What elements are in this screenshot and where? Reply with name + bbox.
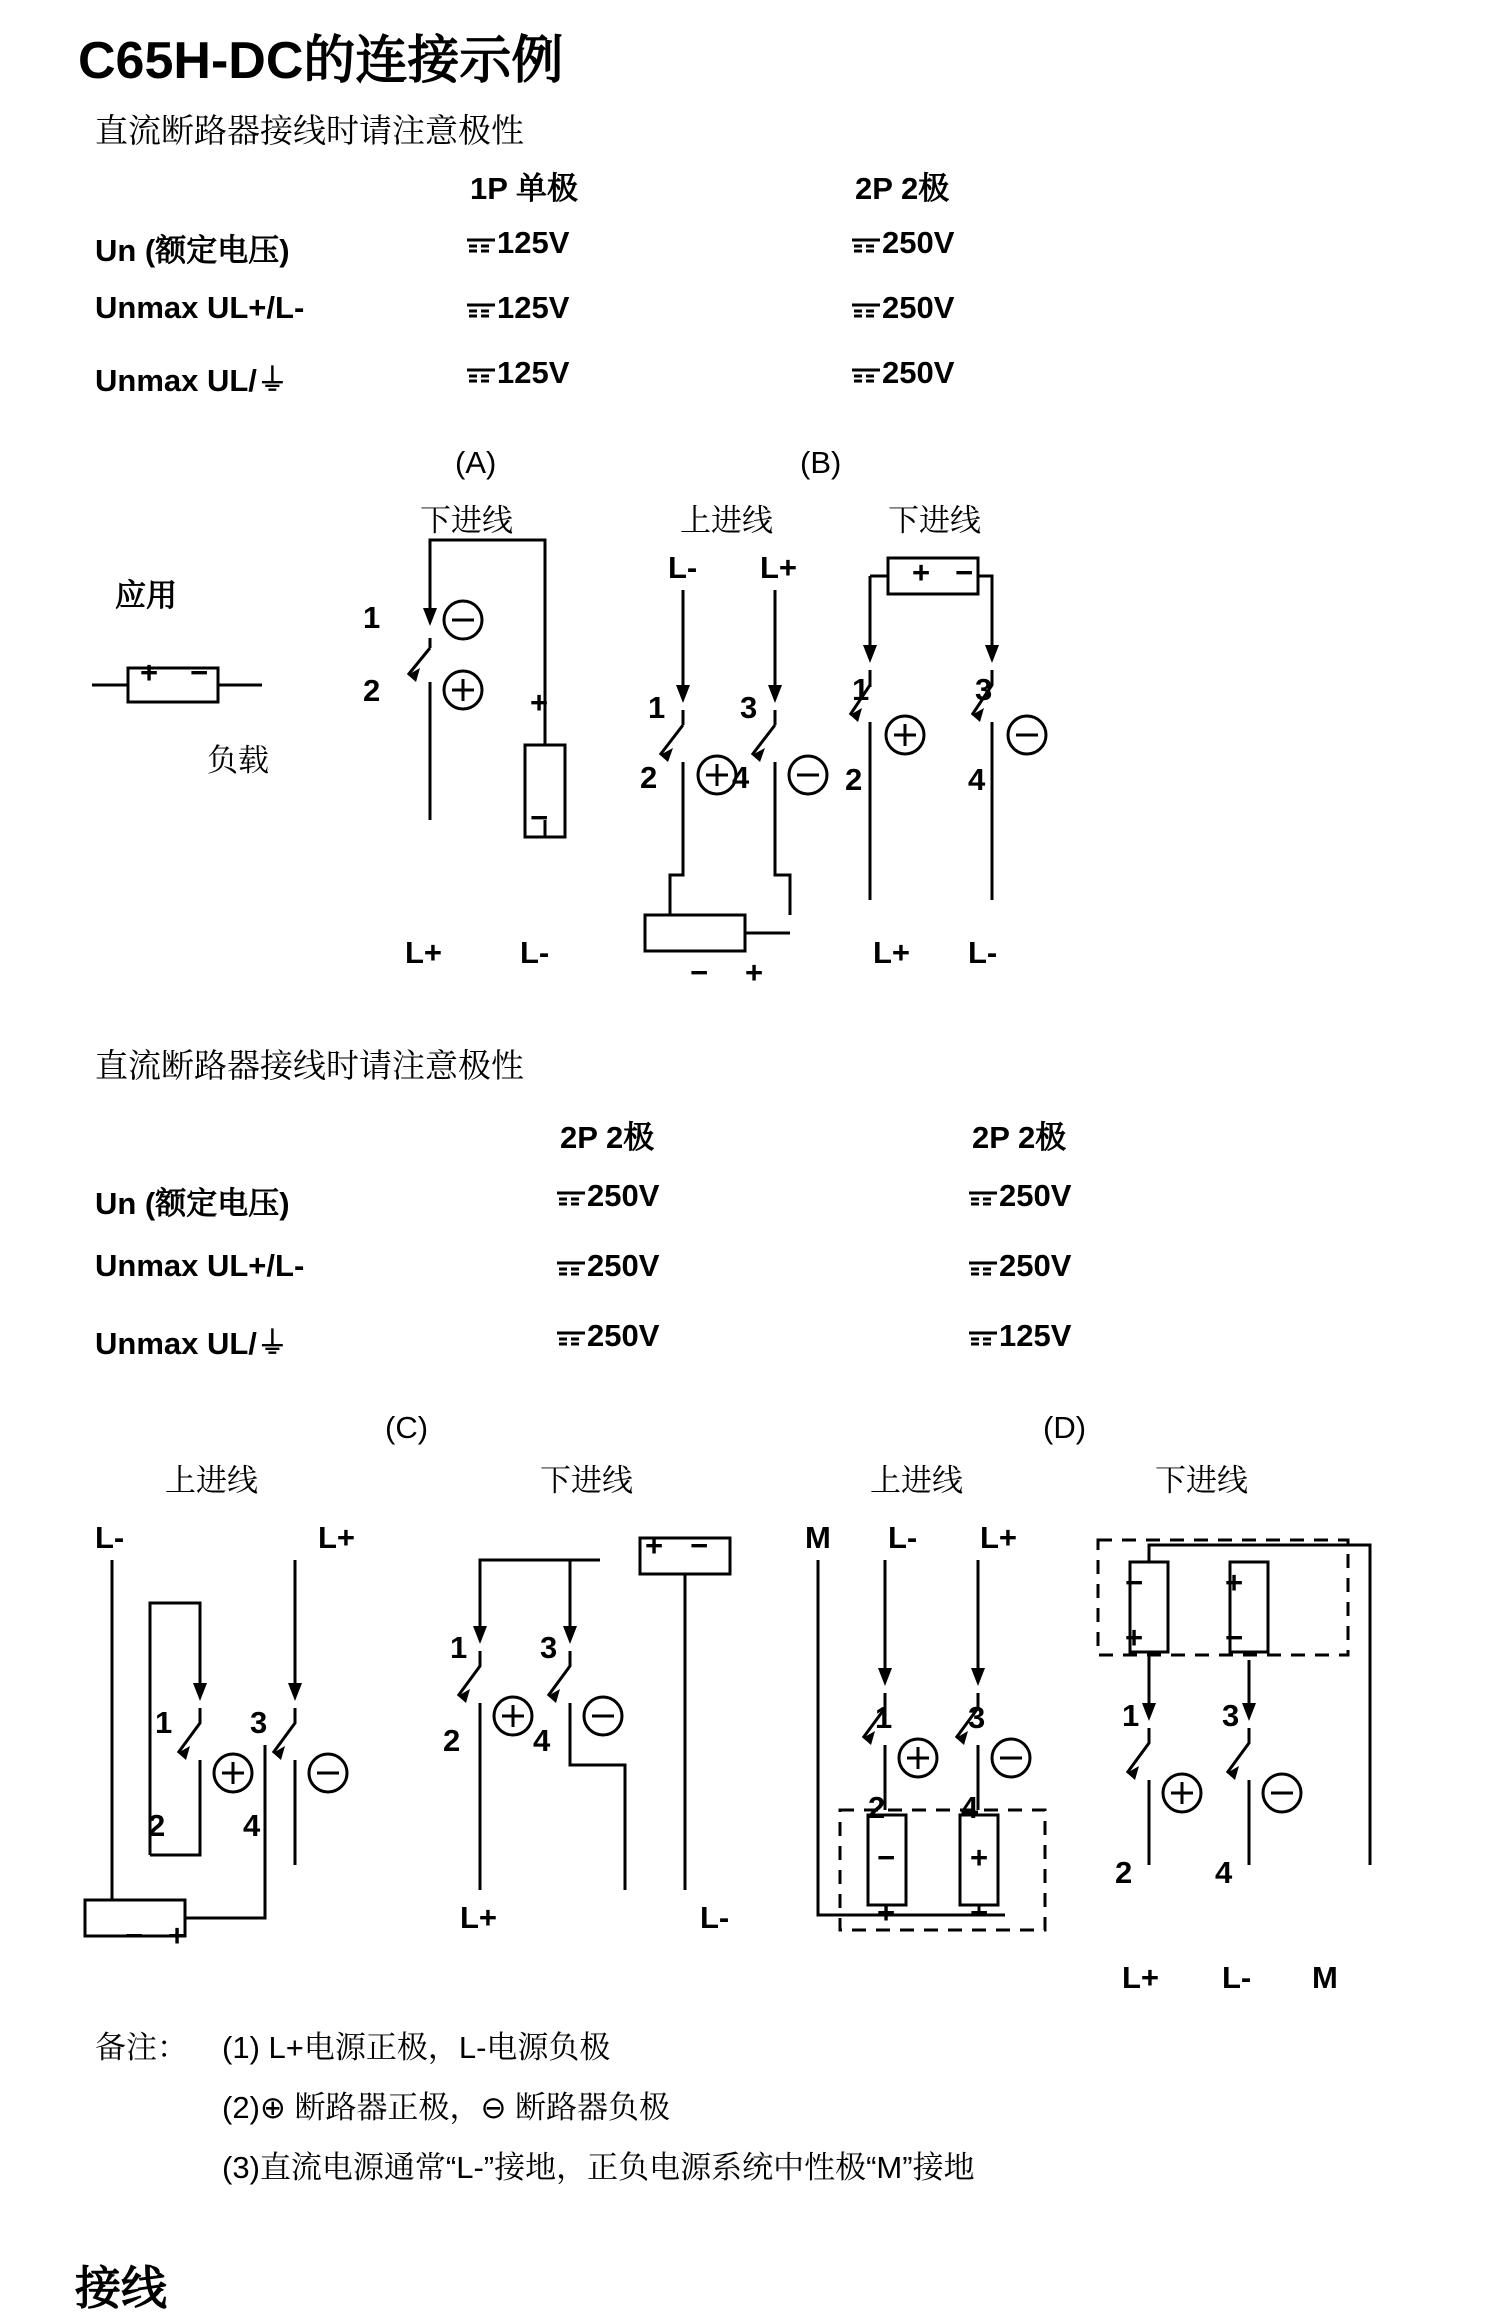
- diagram-d-left-schematic: [800, 1555, 1050, 1975]
- diagram-b-right-bottom-label-1: L+: [873, 935, 911, 970]
- diagram-b-right-feed-label: 下进线: [888, 503, 981, 538]
- table-top-value-2-1: [465, 290, 569, 326]
- diagram-b-left-top-label-1: L-: [668, 550, 698, 585]
- remarks-item-2: (2)⊕ 断路器正极，⊖ 断路器负极: [222, 2090, 671, 2125]
- table-top-row-label-text-2: Unmax UL+/L-: [95, 290, 305, 325]
- diagram-b-right-load-minus: −: [955, 555, 974, 590]
- diagram-a-tag: (A): [455, 445, 497, 480]
- table-bottom-value-2-2: [967, 1248, 1071, 1284]
- table-top-col-header-2: 2P 2极: [855, 171, 950, 206]
- remarks-prefix: 备注：: [95, 2030, 188, 2065]
- table-top-row-label-text-3: Unmax UL/⏚: [95, 363, 288, 398]
- table-bottom-value-text-2-2: 250V: [999, 1248, 1072, 1283]
- table-top-value-1-2: [850, 225, 954, 261]
- table-top-value-text-3-1: 125V: [497, 355, 570, 390]
- diagram-d-right-bottom-label-3: M: [1312, 1960, 1338, 1995]
- diagram-c-right-terminal-4: 4: [533, 1723, 551, 1758]
- diagram-d-left-terminal-2: 2: [868, 1790, 886, 1825]
- diagram-c-right-bottom-label-1: L+: [460, 1900, 498, 1935]
- diagram-d-left-top-label-m: M: [805, 1520, 831, 1555]
- diagram-c-right-schematic: [450, 1520, 750, 1960]
- table-bottom-value-1-1: [555, 1178, 659, 1214]
- diagram-c-tag: (C): [385, 1410, 429, 1445]
- table-bottom-value-2-1: [555, 1248, 659, 1284]
- diagram-c-left-terminal-4: 4: [243, 1808, 261, 1843]
- table-top-value-3-1: [465, 355, 569, 391]
- diagram-d-left-terminal-3: 3: [968, 1700, 986, 1735]
- diagram-b-left-schematic: [650, 590, 850, 980]
- diagram-c-left-terminal-2: 2: [148, 1808, 166, 1843]
- diagram-c-right-load-minus: −: [690, 1528, 709, 1563]
- remarks-item-3: (3)直流电源通常“L-”接地，正负电源系统中性极“M”接地: [222, 2150, 975, 2185]
- table-top-value-text-1-2: 250V: [882, 225, 955, 260]
- diagram-b-left-terminal-3: 3: [740, 690, 758, 725]
- diagram-c-left-load-minus: −: [125, 1918, 144, 1953]
- table-bottom-value-text-2-1: 250V: [587, 1248, 660, 1283]
- diagram-d-right-bottom-label-2: L-: [1222, 1960, 1252, 1995]
- diagram-b-right-schematic: [870, 545, 1070, 965]
- remarks-item-1: (1) L+电源正极，L-电源负极: [222, 2030, 611, 2065]
- diagram-c-left-load-plus: +: [168, 1918, 187, 1953]
- diagram-d-left-cell2-minus: −: [970, 1895, 989, 1930]
- diagram-d-right-cell2-minus: −: [1225, 1620, 1244, 1655]
- diagram-c-right-load-plus: +: [645, 1528, 664, 1563]
- diagram-c-right-feed-label: 下进线: [540, 1463, 633, 1498]
- diagram-a-terminal-1: 1: [363, 600, 381, 635]
- diagram-d-left-cell1-plus: +: [877, 1895, 896, 1930]
- table-bottom-value-3-1: [555, 1318, 659, 1354]
- application-minus: −: [190, 655, 209, 690]
- table-bottom-value-3-2: [967, 1318, 1071, 1354]
- diagram-b-right-terminal-2: 2: [845, 762, 863, 797]
- diagram-b-left-load-minus: −: [690, 955, 709, 990]
- table-top-row-label-1: Un (额定电压): [95, 233, 290, 268]
- diagram-d-right-terminal-1: 1: [1122, 1698, 1140, 1733]
- subtitle-1: 直流断路器接线时请注意极性: [95, 112, 524, 149]
- diagram-c-right-terminal-1: 1: [450, 1630, 468, 1665]
- diagram-a-terminal-2: 2: [363, 673, 381, 708]
- diagram-b-tag: (B): [800, 445, 842, 480]
- diagram-c-left-top-label-2: L+: [318, 1520, 356, 1555]
- table-top-value-1-1: [465, 225, 569, 261]
- diagram-b-left-terminal-4: 4: [732, 760, 750, 795]
- diagram-d-right-terminal-4: 4: [1215, 1855, 1233, 1890]
- table-bottom-value-text-3-1: 250V: [587, 1318, 660, 1353]
- page-title: C65H-DC的连接示例: [78, 32, 564, 90]
- diagram-d-right-feed-label: 下进线: [1155, 1463, 1248, 1498]
- table-top-value-text-3-2: 250V: [882, 355, 955, 390]
- diagram-d-right-terminal-2: 2: [1115, 1855, 1133, 1890]
- application-label: 应用: [115, 578, 177, 613]
- diagram-b-right-terminal-1: 1: [852, 672, 870, 707]
- diagram-c-right-bottom-label-2: L-: [700, 1900, 730, 1935]
- diagram-d-right-cell2-plus: +: [1225, 1565, 1244, 1600]
- table-top-value-text-1-1: 125V: [497, 225, 570, 260]
- table-top-value-2-2: [850, 290, 954, 326]
- diagram-a-feed-label: 下进线: [420, 503, 513, 538]
- table-bottom-value-text-1-2: 250V: [999, 1178, 1072, 1213]
- table-bottom-value-1-2: [967, 1178, 1071, 1214]
- diagram-b-right-terminal-4: 4: [968, 762, 986, 797]
- diagram-d-left-terminal-4: 4: [961, 1790, 979, 1825]
- diagram-d-left-top-label-1: L-: [888, 1520, 918, 1555]
- diagram-d-left-terminal-1: 1: [875, 1700, 893, 1735]
- diagram-a-bottom-label-2: L-: [520, 935, 550, 970]
- table-bottom-value-text-3-2: 125V: [999, 1318, 1072, 1353]
- diagram-b-left-feed-label: 上进线: [680, 503, 773, 538]
- diagram-d-left-top-label-2: L+: [980, 1520, 1018, 1555]
- diagram-c-left-schematic: [90, 1555, 390, 1955]
- table-bottom-row-label-1: Un (额定电压): [95, 1186, 290, 1221]
- footer-title: 接线: [75, 2262, 167, 2314]
- diagram-b-right-load-plus: +: [912, 555, 931, 590]
- subtitle-2: 直流断路器接线时请注意极性: [95, 1047, 524, 1084]
- table-bottom-col-header-2: 2P 2极: [972, 1120, 1067, 1155]
- application-plus: +: [140, 655, 159, 690]
- diagram-d-left-feed-label: 上进线: [870, 1463, 963, 1498]
- table-top-col-header-1: 1P 单极: [470, 171, 578, 206]
- diagram-a-bottom-label-1: L+: [405, 935, 443, 970]
- table-bottom-value-text-1-1: 250V: [587, 1178, 660, 1213]
- table-top-row-label-3: [95, 355, 288, 400]
- diagram-c-left-terminal-1: 1: [155, 1705, 173, 1740]
- diagram-d-right-terminal-3: 3: [1222, 1698, 1240, 1733]
- diagram-d-right-cell1-plus: +: [1125, 1620, 1144, 1655]
- diagram-b-right-bottom-label-2: L-: [968, 935, 998, 970]
- diagram-b-left-top-label-2: L+: [760, 550, 798, 585]
- diagram-a-battery-plus: +: [530, 685, 549, 720]
- table-bottom-col-header-1: 2P 2极: [560, 1120, 655, 1155]
- diagram-d-tag: (D): [1043, 1410, 1087, 1445]
- table-bottom-row-label-3: Unmax UL/⏚: [95, 1326, 288, 1361]
- table-top-value-text-2-1: 125V: [497, 290, 570, 325]
- diagram-c-left-top-label-1: L-: [95, 1520, 125, 1555]
- application-load-label: 负载: [207, 743, 269, 778]
- diagram-a-battery-minus: −: [530, 800, 549, 835]
- diagram-d-left-cell2-plus: +: [970, 1840, 989, 1875]
- diagram-d-right-bottom-label-1: L+: [1122, 1960, 1160, 1995]
- diagram-b-left-load-plus: +: [745, 955, 764, 990]
- diagram-d-right-cell1-minus: −: [1125, 1565, 1144, 1600]
- table-bottom-row-label-2: Unmax UL+/L-: [95, 1248, 305, 1283]
- table-top-value-3-2: [850, 355, 954, 391]
- diagram-c-left-terminal-3: 3: [250, 1705, 268, 1740]
- diagram-b-right-terminal-3: 3: [975, 672, 993, 707]
- diagram-c-left-feed-label: 上进线: [165, 1463, 258, 1498]
- diagram-c-right-terminal-3: 3: [540, 1630, 558, 1665]
- diagram-b-left-terminal-2: 2: [640, 760, 658, 795]
- diagram-d-left-cell1-minus: −: [877, 1840, 896, 1875]
- diagram-a-schematic: [400, 530, 620, 950]
- diagram-b-left-terminal-1: 1: [648, 690, 666, 725]
- diagram-c-right-terminal-2: 2: [443, 1723, 461, 1758]
- table-top-value-text-2-2: 250V: [882, 290, 955, 325]
- table-top-row-label-2: [95, 290, 304, 326]
